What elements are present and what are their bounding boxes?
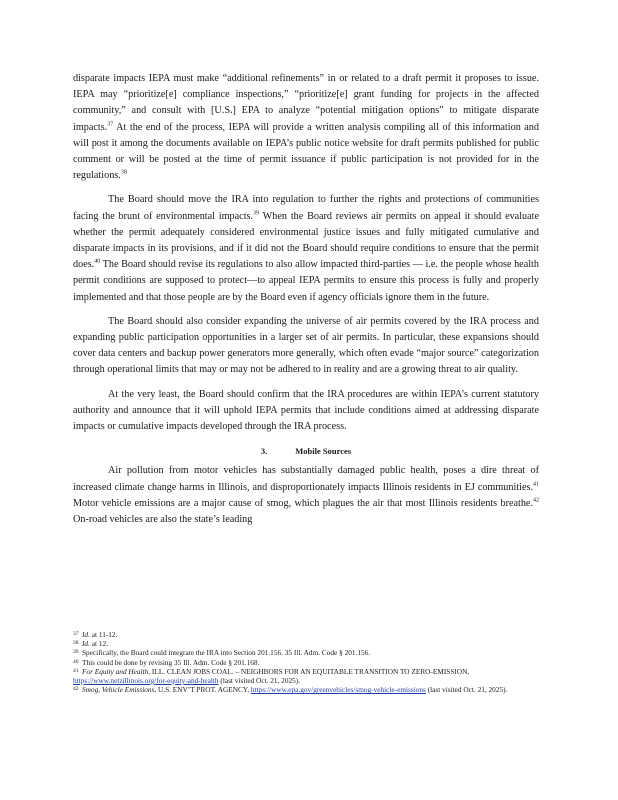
body-text [73, 71, 539, 536]
footnotes [73, 630, 539, 694]
footnote-ref[interactable]: 39 [253, 210, 260, 217]
paragraph: disparate impacts IEPA must make “additional refinements” in or related to a draft permit it proposes to issue. IEPA may “prioritize[e] compliance inspections,” “prioritize[e] grant funding for projects in the affected community,” and consult with [U.S.] EPA to analyze “potential mitigation options” to mitigate disparate impacts.$^{37}$ At the end of the process, IEPA will provide a written analysis compiling all of this information and will post it among the documents available on IEPA’s public notice website for draft permits published for public comment or will be posted at the time of permit issuance if public participation is not provided for in the regulations.$^{38}$ [73, 73, 539, 182]
paragraph: The Board should also consider expanding the universe of air permits covered by the IRA process and expanding public participation opportunities in a larger set of air permits. In particular, these expansions should cover data centers and backup power generators more generally, which often evade “major source” categorization through operational limits that may or may not be adhered to in reality and are a growing threat to air quality. [73, 315, 539, 376]
footnote-ref[interactable]: 42 [533, 497, 539, 504]
footnote: 37 Id. at 11-12. [73, 630, 118, 639]
footnote: 40 This could be done by revising 35 Ill. Adm. Code § 201.168. [73, 657, 260, 667]
footnote-ref[interactable]: 40 [94, 258, 101, 265]
section-number: 3. [260, 446, 268, 457]
section-heading [73, 443, 539, 459]
footnote-ref[interactable]: 38 [120, 169, 127, 176]
footnote: 41 For Equity and Health, ILL. CLEAN JOBS COAL. – NEIGHBORS FOR AN EQUITABLE TRANSITION TO ZERO-EMISSION, https://www.netzillinois.org/for-equity-and-health (last visited Oct. 21, 2025). [73, 666, 470, 686]
footnote-link[interactable]: https://www.netzillinois.org/for-equity-and-health [73, 676, 219, 686]
paragraph: At the very least, the Board should confirm that the IRA procedures are within IEPA’s current statutory authority and announce that it will uphold IEPA permits that include conditions aimed at addressing disparate impacts or cumulative impacts developed through the IRA process. [73, 388, 539, 433]
paragraph: The Board should move the IRA into regulation to further the rights and protections of communities facing the brunt of environmental impacts.$^{39}$ When the Board reviews air permits on appeal it should evaluate whether the permit adequately considered environmental justice issues and fully mitigated cumulative and disparate impacts in its provisions, and if it did not the Board should require conditions to ensure that the permit does.$^{40}$ The Board should revise its regulations to also allow impacted third-parties — i.e. the people whose health permit conditions are supposed to protect—to appeal IEPA permits to ensure this process is fully and properly implemented and that those people are by the Board even if agency officials ignore them in the future. [73, 194, 539, 303]
section-title: Mobile Sources [295, 446, 352, 457]
footnote: 39 Specifically, the Board could integrate the IRA into Section 201.156. 35 Ill. Adm. Code § 201.156. [73, 648, 371, 658]
paragraph: Air pollution from motor vehicles has substantially damaged public health, poses a dire threat of increased climate change harms in Illinois, and disproportionately impacts Illinois residents in EJ communities.$^{41}$ Motor vehicle emissions are a major cause of smog, which plagues the air that most Illinois residents breathe.$^{42}$ On-road vehicles are also the state’s leading [73, 465, 539, 526]
footnote-link[interactable]: https://www.epa.gov/greenvehicles/smog-vehicle-emissions [250, 685, 426, 695]
footnote-ref[interactable]: 37 [107, 121, 114, 128]
footnote-ref[interactable]: 41 [533, 481, 539, 488]
footnote: 38 Id. at 12. [73, 639, 108, 649]
footnote: 42 Smog, Vehicle Emissions, U.S. ENV’T PROT. AGENCY, https://www.epa.gov/greenvehicles/smog-vehicle-emissions (last visited Oct. 21, 2025). [73, 685, 508, 695]
